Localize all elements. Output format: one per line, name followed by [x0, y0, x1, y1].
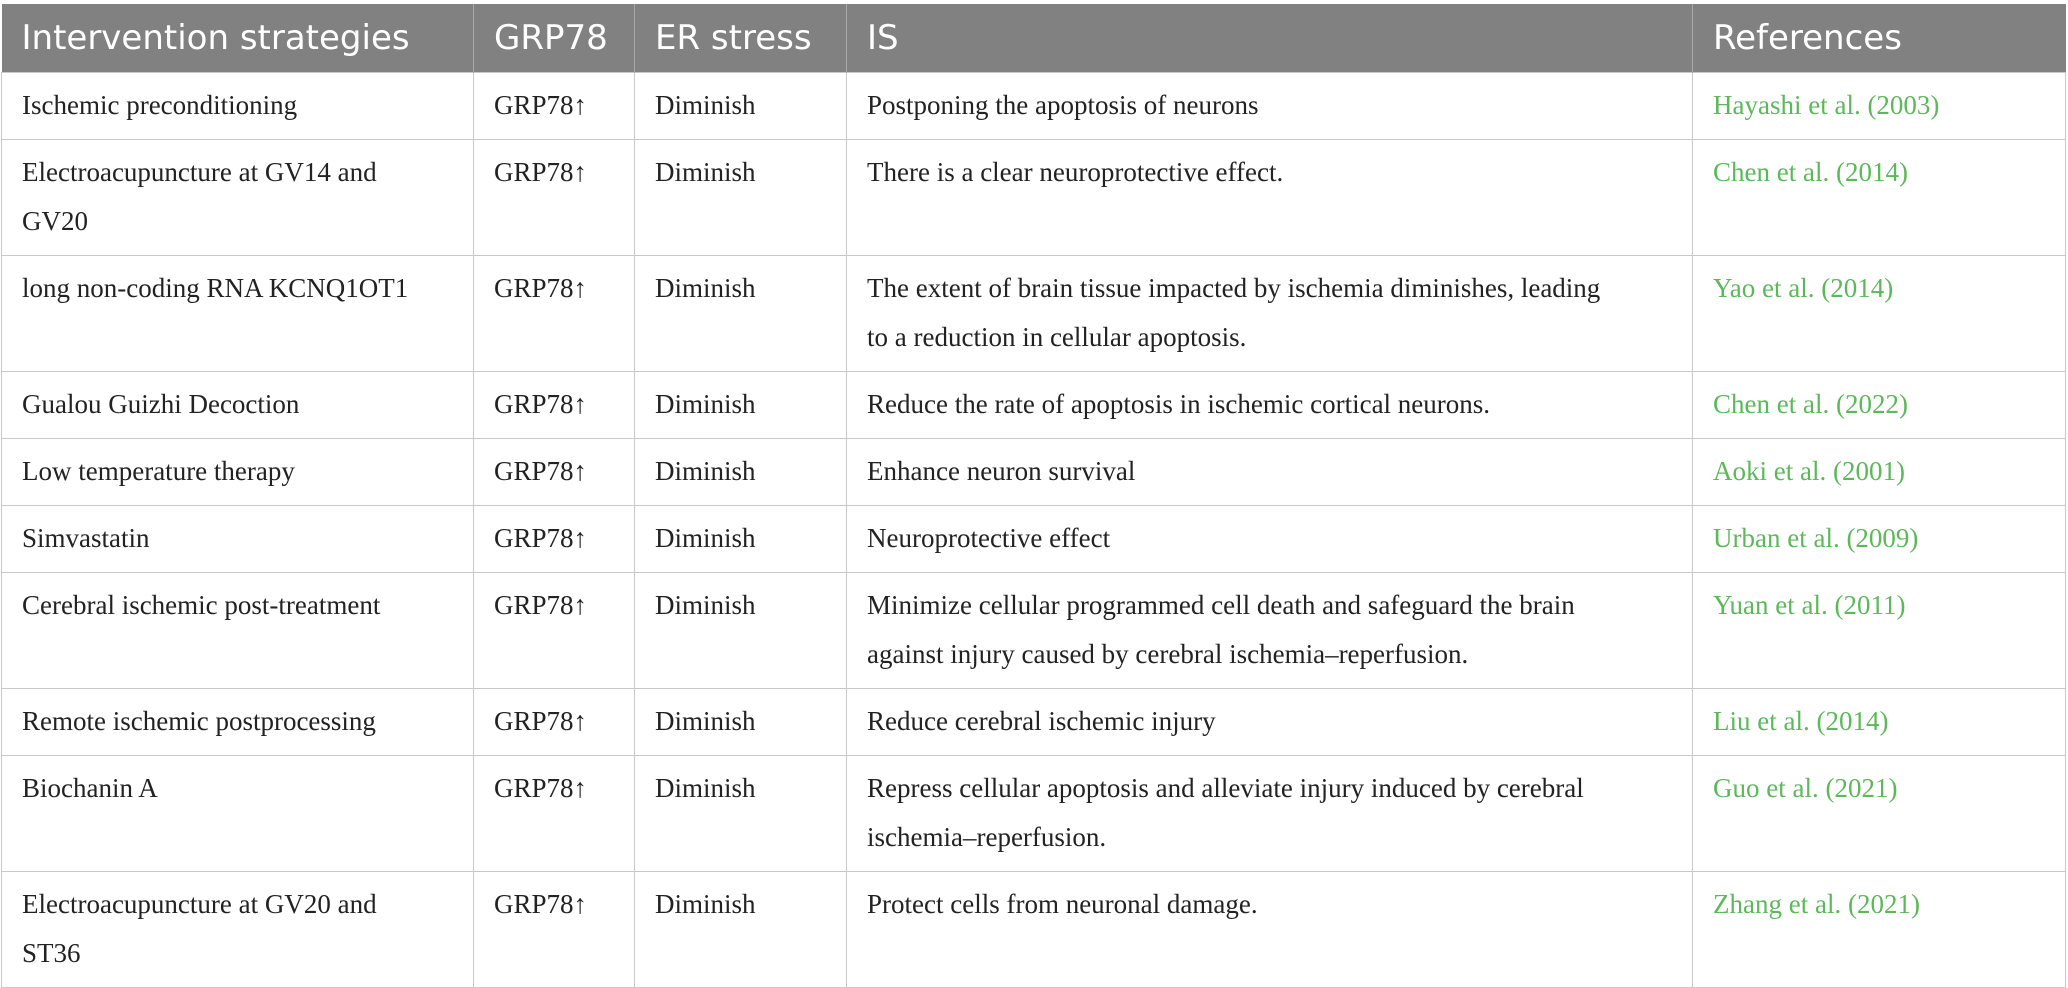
is-text: The extent of brain tissue impacted by ischemia diminishes, leading — [867, 273, 1601, 303]
reference-link[interactable]: Yuan et al. (2011) — [1693, 573, 2066, 689]
strategy-cell — [2, 256, 474, 372]
er-stress-cell: Diminish — [635, 73, 847, 140]
strategy-cell — [2, 872, 474, 988]
is-text: Minimize cellular programmed cell death and safeguard the brain — [867, 590, 1575, 620]
er-stress-cell: Diminish — [635, 689, 847, 756]
strategy-text: Cerebral ischemic post-treatment — [22, 590, 381, 620]
is-text: Postponing the apoptosis of neurons — [867, 90, 1259, 120]
is-text: to a reduction in cellular apoptosis. — [867, 322, 1247, 352]
is-text: There is a clear neuroprotective effect. — [867, 157, 1284, 187]
is-cell — [847, 689, 1693, 756]
table-body — [2, 73, 2066, 988]
reference-link[interactable]: Zhang et al. (2021) — [1693, 872, 2066, 988]
strategy-text: Low temperature therapy — [22, 456, 295, 486]
grp78-cell: GRP78↑ — [474, 439, 635, 506]
grp78-cell: GRP78↑ — [474, 756, 635, 872]
strategy-text: Electroacupuncture at GV14 and — [22, 157, 377, 187]
strategy-cell — [2, 439, 474, 506]
grp78-cell: GRP78↑ — [474, 872, 635, 988]
is-text: Enhance neuron survival — [867, 456, 1136, 486]
grp78-cell: GRP78↑ — [474, 372, 635, 439]
is-cell — [847, 756, 1693, 872]
strategy-cell — [2, 756, 474, 872]
grp78-cell: GRP78↑ — [474, 506, 635, 573]
strategy-text: Biochanin A — [22, 773, 158, 803]
is-cell — [847, 872, 1693, 988]
grp78-cell: GRP78↑ — [474, 573, 635, 689]
is-text: against injury caused by cerebral ischemia–reperfusion. — [867, 639, 1469, 669]
reference-link[interactable]: Chen et al. (2022) — [1693, 372, 2066, 439]
is-cell — [847, 73, 1693, 140]
strategy-text: Simvastatin — [22, 523, 150, 553]
is-cell — [847, 372, 1693, 439]
reference-link[interactable]: Aoki et al. (2001) — [1693, 439, 2066, 506]
table-row — [2, 573, 2066, 689]
reference-link[interactable]: Urban et al. (2009) — [1693, 506, 2066, 573]
is-text: Repress cellular apoptosis and alleviate injury induced by cerebral — [867, 773, 1584, 803]
table-row — [2, 689, 2066, 756]
strategy-text: Electroacupuncture at GV20 and — [22, 889, 377, 919]
grp78-cell: GRP78↑ — [474, 73, 635, 140]
grp78-cell: GRP78↑ — [474, 140, 635, 256]
table-row — [2, 872, 2066, 988]
header-intervention-strategies: Intervention strategies — [2, 4, 474, 73]
strategy-text: long non-coding RNA KCNQ1OT1 — [22, 273, 409, 303]
table-row — [2, 439, 2066, 506]
grp78-cell: GRP78↑ — [474, 256, 635, 372]
strategy-text: Remote ischemic postprocessing — [22, 706, 376, 736]
grp78-cell: GRP78↑ — [474, 689, 635, 756]
is-cell — [847, 506, 1693, 573]
strategy-cell — [2, 506, 474, 573]
is-text: Reduce the rate of apoptosis in ischemic cortical neurons. — [867, 389, 1491, 419]
er-stress-cell: Diminish — [635, 506, 847, 573]
er-stress-cell: Diminish — [635, 372, 847, 439]
strategy-text: GV20 — [22, 206, 88, 236]
is-cell — [847, 140, 1693, 256]
er-stress-cell: Diminish — [635, 756, 847, 872]
reference-link[interactable]: Guo et al. (2021) — [1693, 756, 2066, 872]
strategy-text: Gualou Guizhi Decoction — [22, 389, 300, 419]
intervention-table — [1, 4, 2066, 988]
strategy-cell — [2, 372, 474, 439]
is-text: Neuroprotective effect — [867, 523, 1111, 553]
table-row — [2, 506, 2066, 573]
table-row — [2, 372, 2066, 439]
table-row — [2, 756, 2066, 872]
reference-link[interactable]: Hayashi et al. (2003) — [1693, 73, 2066, 140]
is-cell — [847, 256, 1693, 372]
strategy-cell — [2, 573, 474, 689]
is-text: ischemia–reperfusion. — [867, 822, 1107, 852]
er-stress-cell: Diminish — [635, 872, 847, 988]
strategy-cell — [2, 140, 474, 256]
reference-link[interactable]: Liu et al. (2014) — [1693, 689, 2066, 756]
table-row — [2, 73, 2066, 140]
header-er-stress: ER stress — [635, 4, 847, 73]
table-header — [2, 4, 2066, 73]
er-stress-cell: Diminish — [635, 256, 847, 372]
header-grp78: GRP78 — [474, 4, 635, 73]
er-stress-cell: Diminish — [635, 439, 847, 506]
is-cell — [847, 439, 1693, 506]
strategy-text: Ischemic preconditioning — [22, 90, 298, 120]
table-row — [2, 140, 2066, 256]
table-row — [2, 256, 2066, 372]
strategy-cell — [2, 689, 474, 756]
is-cell — [847, 573, 1693, 689]
header-references: References — [1693, 4, 2066, 73]
er-stress-cell: Diminish — [635, 573, 847, 689]
strategy-cell — [2, 73, 474, 140]
reference-link[interactable]: Chen et al. (2014) — [1693, 140, 2066, 256]
is-text: Reduce cerebral ischemic injury — [867, 706, 1216, 736]
reference-link[interactable]: Yao et al. (2014) — [1693, 256, 2066, 372]
is-text: Protect cells from neuronal damage. — [867, 889, 1258, 919]
strategy-text: ST36 — [22, 938, 81, 968]
er-stress-cell: Diminish — [635, 140, 847, 256]
header-is: IS — [847, 4, 1693, 73]
